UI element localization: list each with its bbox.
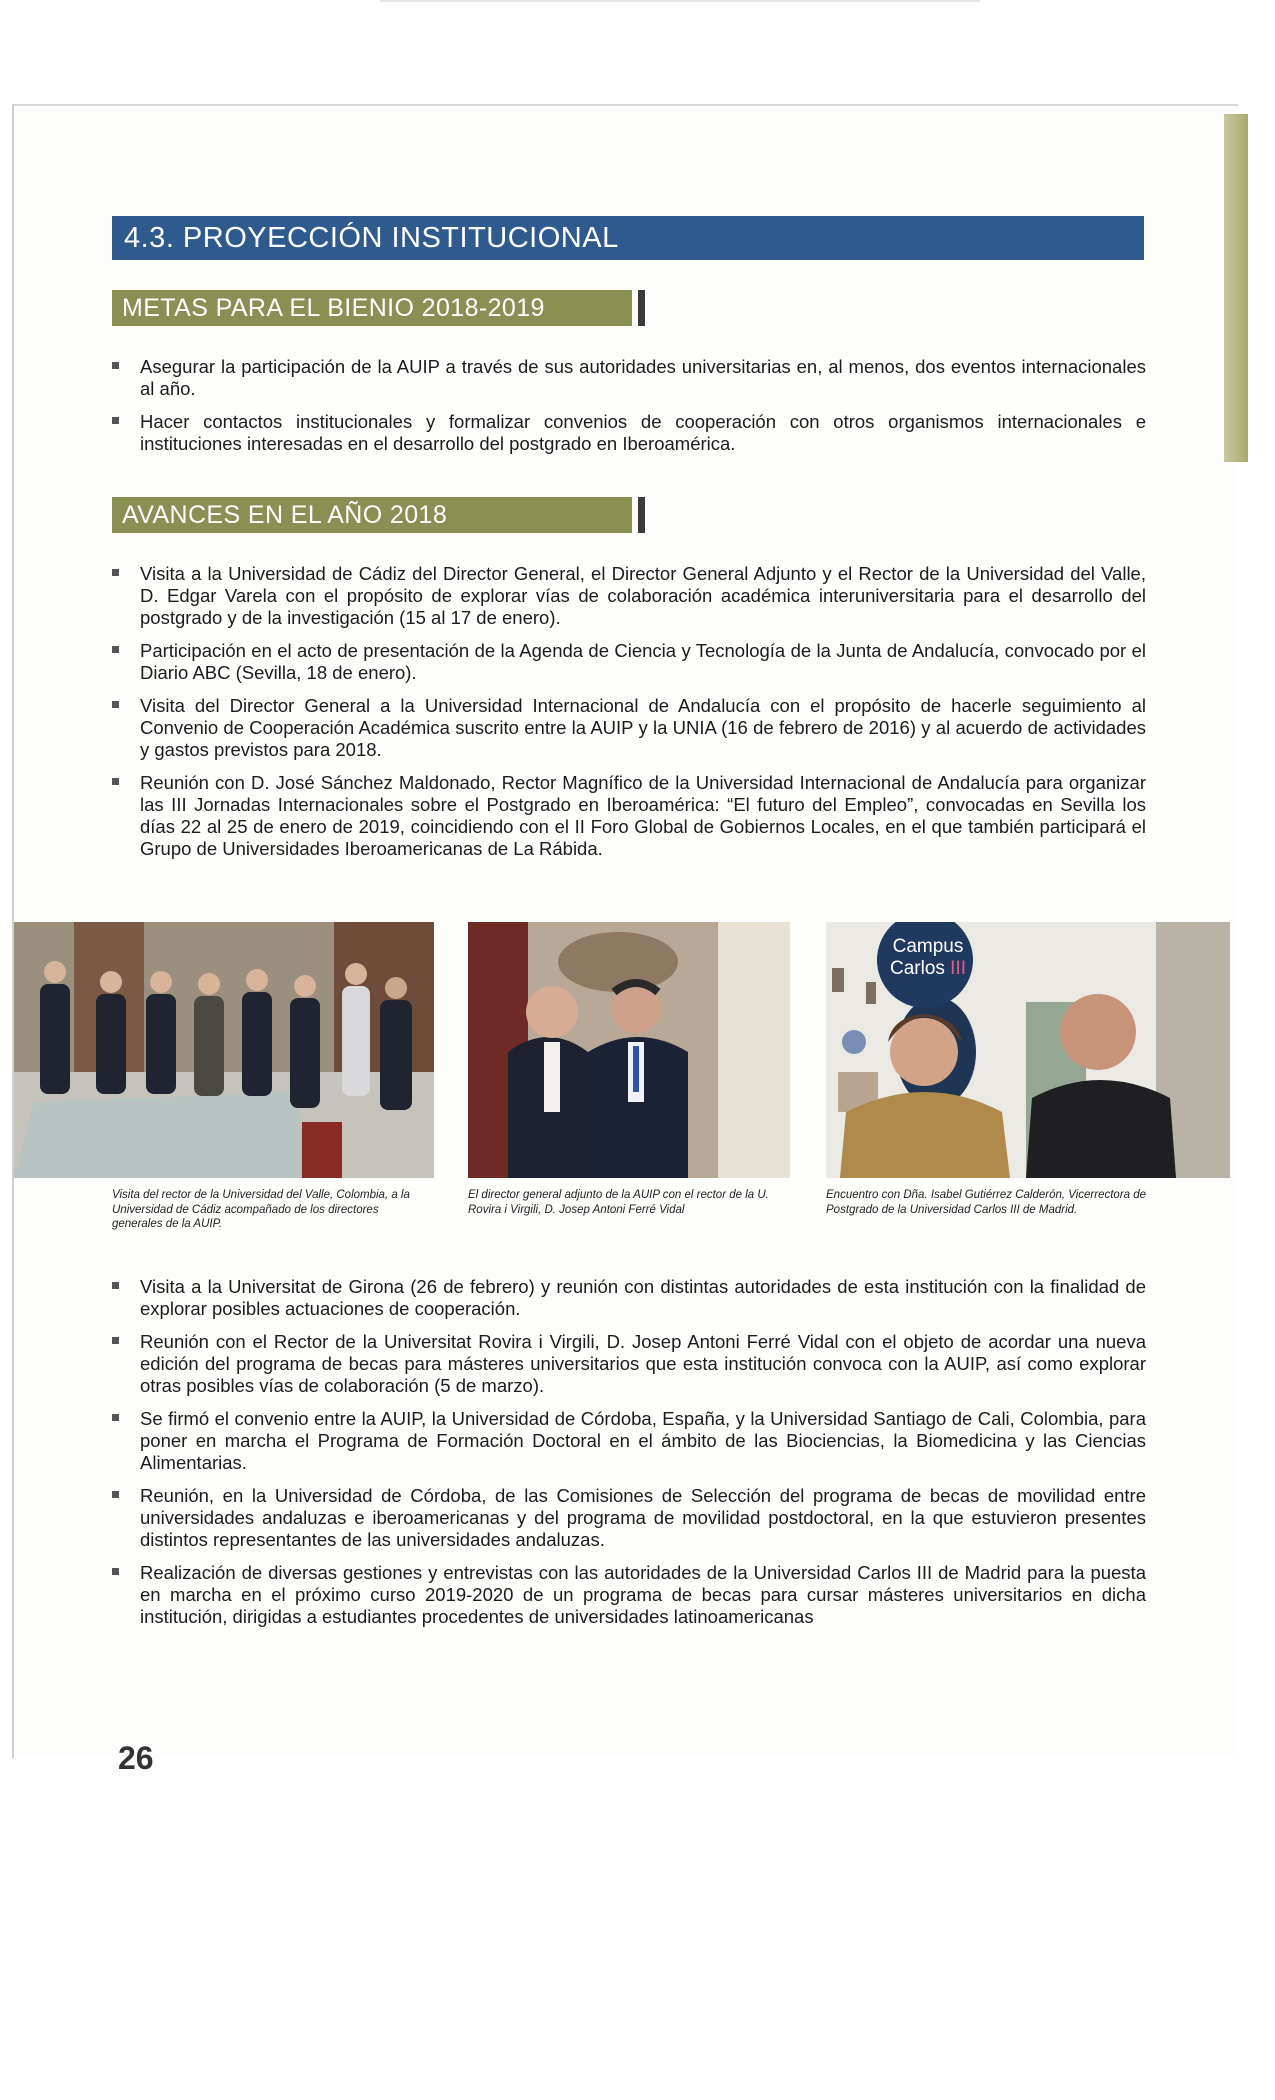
bullet-icon [112,1337,119,1344]
scan-top-line [380,0,980,2]
two-men-illustration [468,922,790,1178]
avances-heading: AVANCES EN EL AÑO 2018 [112,497,632,533]
list-item: Se firmó el convenio entre la AUIP, la Universidad de Córdoba, España, y la Universidad Santiago de Cali, Colombia, para poner en marcha el Programa de Formación Doctoral en el ámbito de las Biociencias, la Biomedicina y las Ciencias Alimentarias. [110,1408,1146,1474]
page-number: 26 [118,1740,154,1776]
list-item: Visita del Director General a la Universidad Internacional de Andalucía con el propósito de hacerle seguimiento al Convenio de Cooperación Académica suscrito entre la AUIP y la UNIA (16 de febrero de 2016) y al acuerdo de actividades y gastos previstos para 2018. [110,695,1146,761]
bullet-icon [112,1491,119,1498]
list-item: Visita a la Universitat de Girona (26 de febrero) y reunión con distintas autoridades de esta institución con la finalidad de explorar posibles actuaciones de cooperación. [110,1276,1146,1320]
metas-list [110,356,1146,466]
campus-sign: Campus Carlos III [889,936,967,979]
bullet-icon [112,646,119,653]
metas-heading: METAS PARA EL BIENIO 2018-2019 [112,290,632,326]
list-item: Reunión con D. José Sánchez Maldonado, Rector Magnífico de la Universidad Internacional de Andalucía para organizar las III Jornadas Internacionales sobre el Postgrado en Iberoamérica: “El futuro del Empleo”, convocadas en Sevilla los días 22 al 25 de enero de 2019, coincidiendo con el II Foro Global de Gobiernos Locales, en el que también participará el Grupo de Universidades Iberoamericanas de La Rábida. [110,772,1146,860]
avances-list [110,563,1146,871]
bullet-icon [112,1414,119,1421]
avances-list-continued [110,1276,1146,1639]
group-meeting-illustration [14,922,434,1178]
list-item: Participación en el acto de presentación de la Agenda de Ciencia y Tecnología de la Junta de Andalucía, convocado por el Diario ABC (Sevilla, 18 de enero). [110,640,1146,684]
list-item: Reunión con el Rector de la Universitat Rovira i Virgili, D. Josep Antoni Ferré Vidal con el objeto de acordar una nueva edición del programa de becas para másteres universitarios que esta institución convoca con la AUIP, así como explorar otras posibles vías de colaboración (5 de marzo). [110,1331,1146,1397]
photo-caption-3: Encuentro con Dña. Isabel Gutiérrez Calderón, Vicerrectora de Postgrado de la Universidad Carlos III de Madrid. [826,1189,1147,1216]
bullet-icon [112,778,119,785]
list-item: Asegurar la participación de la AUIP a través de sus autoridades universitarias en, al menos, dos eventos internacionales al año. [110,356,1146,400]
section-title: 4.3. PROYECCIÓN INSTITUCIONAL [112,216,1144,260]
photo-campus-carlos [826,922,1230,1178]
list-item: Hacer contactos institucionales y formalizar convenios de cooperación con otros organismos internacionales e instituciones interesadas en el desarrollo del postgrado en Iberoamérica. [110,411,1146,455]
photo-group-meeting [14,922,434,1178]
photo-two-men [468,922,790,1178]
photo-caption-1: Visita del rector de la Universidad del Valle, Colombia, a la Universidad de Cádiz acompañado de los directores generales de la AUIP. [112,1189,410,1230]
bullet-icon [112,1282,119,1289]
bullet-icon [112,701,119,708]
bullet-icon [112,569,119,576]
chapter-side-tab [1224,114,1248,462]
bullet-icon [112,417,119,424]
bullet-icon [112,1568,119,1575]
photo-caption-2: El director general adjunto de la AUIP con el rector de la U. Rovira i Virgili, D. Josep Antoni Ferré Vidal [468,1189,769,1216]
list-item: Visita a la Universidad de Cádiz del Director General, el Director General Adjunto y el Rector de la Universidad del Valle, D. Edgar Varela con el propósito de explorar vías de colaboración académica interuniversitaria para el desarrollo del postgrado y de la investigación (15 al 17 de enero). [110,563,1146,629]
list-item: Realización de diversas gestiones y entrevistas con las autoridades de la Universidad Carlos III de Madrid para la puesta en marcha en el próximo curso 2019-2020 de un programa de becas para cursar másteres universitarios en dicha institución, dirigidas a estudiantes procedentes de universidades latinoamericanas [110,1562,1146,1628]
bullet-icon [112,362,119,369]
list-item: Reunión, en la Universidad de Córdoba, de las Comisiones de Selección del programa de becas de movilidad entre universidades andaluzas e iberoamericanas y del programa de movilidad postdoctoral, en la que estuvieron presentes distintos representantes de las universidades andaluzas. [110,1485,1146,1551]
